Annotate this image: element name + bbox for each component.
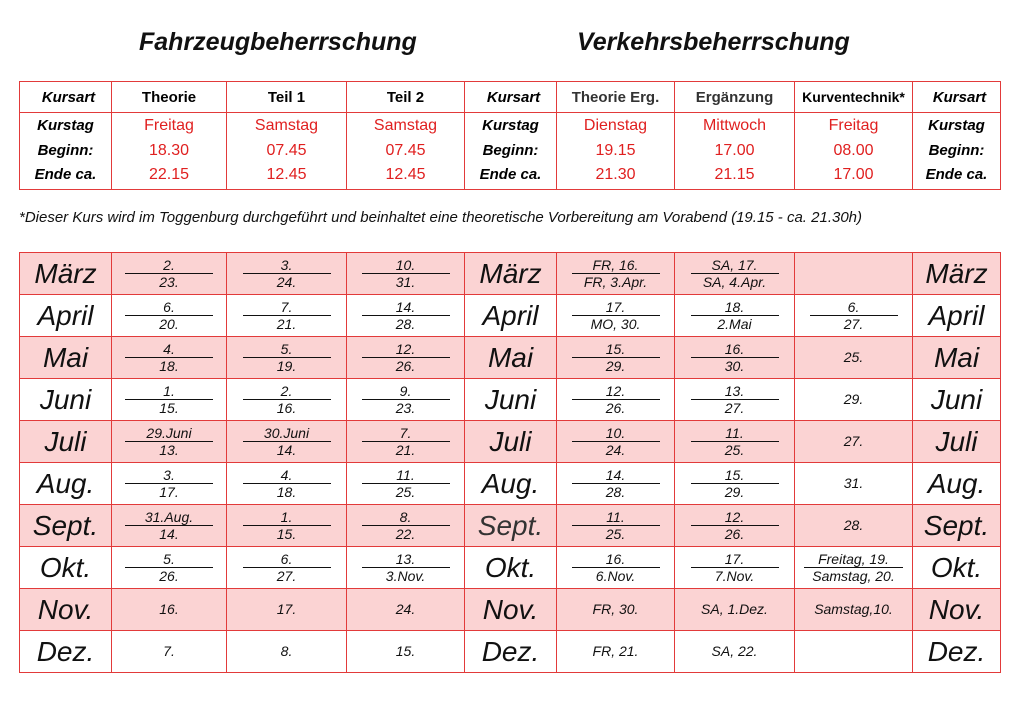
cell-teil-1 — [227, 631, 347, 673]
end: 21.15 — [714, 166, 755, 184]
cell-ergaenzung — [675, 295, 795, 337]
cell-teil-2 — [347, 463, 465, 505]
month-label: März — [20, 253, 112, 295]
headings — [0, 28, 1019, 62]
date: 24. — [395, 600, 416, 617]
second-date: 26. — [724, 526, 745, 542]
first-date: 6. — [243, 551, 331, 568]
month-label: Okt. — [913, 547, 1001, 589]
second-date: 26. — [605, 400, 626, 416]
cell-theorie — [112, 337, 227, 379]
cell-ergaenzung — [675, 379, 795, 421]
cell-theorie-erg — [557, 631, 675, 673]
schedule-table — [19, 252, 1001, 673]
month-label: Juli — [913, 421, 1001, 463]
heading-verkehrsbeherrschung: Verkehrsbeherrschung — [577, 28, 850, 56]
second-date: 28. — [605, 484, 626, 500]
first-date: Freitag, 19. — [804, 551, 903, 568]
heading-fahrzeugbeherrschung: Fahrzeugbeherrschung — [139, 28, 417, 56]
cell-ergaenzung — [675, 547, 795, 589]
second-date: 14. — [276, 442, 297, 458]
first-date: 9. — [362, 383, 450, 400]
first-date: 12. — [691, 509, 779, 526]
month-row — [20, 589, 1001, 631]
cell-kurventechnik — [795, 337, 913, 379]
month-label: Nov. — [913, 589, 1001, 631]
second-date: 23. — [395, 400, 416, 416]
second-date: 27. — [843, 316, 864, 332]
first-date: 11. — [362, 467, 450, 484]
cell-teil-1 — [227, 589, 347, 631]
date: Samstag,10. — [814, 600, 893, 617]
first-date: 5. — [243, 341, 331, 358]
second-date: 30. — [724, 358, 745, 374]
cell-teil-1 — [227, 379, 347, 421]
cell-teil-1 — [227, 253, 347, 295]
info-theorie — [112, 113, 227, 190]
col-header-kursart-3: Kursart — [913, 82, 1001, 113]
cell-theorie-erg — [557, 421, 675, 463]
second-date: 27. — [724, 400, 745, 416]
month-label: Mai — [913, 337, 1001, 379]
cell-theorie — [112, 631, 227, 673]
second-date: SA, 4.Apr. — [702, 274, 767, 290]
month-label: Aug. — [465, 463, 557, 505]
second-date: 14. — [159, 526, 179, 542]
first-date: FR, 16. — [572, 257, 660, 274]
cell-theorie — [112, 589, 227, 631]
first-date: 6. — [810, 299, 898, 316]
cell-theorie — [112, 421, 227, 463]
first-date: 2. — [243, 383, 331, 400]
cell-teil-1 — [227, 421, 347, 463]
cell-theorie-erg — [557, 463, 675, 505]
second-date: 26. — [395, 358, 416, 374]
second-date: 16. — [276, 400, 297, 416]
second-date: 29. — [605, 358, 626, 374]
month-row — [20, 337, 1001, 379]
info-ergaenzung — [675, 113, 795, 190]
month-label: Juli — [20, 421, 112, 463]
first-date: 15. — [572, 341, 660, 358]
second-date: 20. — [159, 316, 179, 332]
second-date: 23. — [159, 274, 179, 290]
date: FR, 30. — [592, 600, 639, 617]
second-date: 21. — [395, 442, 416, 458]
month-label: April — [465, 295, 557, 337]
first-date: 14. — [572, 467, 660, 484]
month-label: Nov. — [465, 589, 557, 631]
month-label: Dez. — [465, 631, 557, 673]
row-labels-2 — [465, 113, 557, 190]
month-label: Sept. — [20, 505, 112, 547]
cell-theorie-erg — [557, 337, 675, 379]
info-teil-2 — [347, 113, 465, 190]
cell-theorie-erg — [557, 295, 675, 337]
month-label: Dez. — [913, 631, 1001, 673]
month-label: März — [913, 253, 1001, 295]
month-row — [20, 547, 1001, 589]
first-date: 4. — [243, 467, 331, 484]
cell-ergaenzung — [675, 589, 795, 631]
info-theorie-erg — [557, 113, 675, 190]
row-labels-1 — [20, 113, 112, 190]
second-date: 26. — [159, 568, 179, 584]
label-ende: Ende ca. — [34, 166, 97, 184]
cell-teil-2 — [347, 505, 465, 547]
date: 31. — [843, 474, 864, 491]
month-label: Sept. — [913, 505, 1001, 547]
cell-teil-2 — [347, 631, 465, 673]
month-row — [20, 379, 1001, 421]
first-date: 11. — [691, 425, 779, 442]
cell-teil-2 — [347, 589, 465, 631]
month-row — [20, 421, 1001, 463]
month-label: Aug. — [20, 463, 112, 505]
cell-teil-1 — [227, 547, 347, 589]
info-row — [20, 113, 1001, 190]
cell-teil-2 — [347, 421, 465, 463]
date: 25. — [843, 348, 864, 365]
end: 12.45 — [385, 166, 426, 184]
month-label: Mai — [465, 337, 557, 379]
first-date: 4. — [125, 341, 213, 358]
date: SA, 1.Dez. — [701, 600, 768, 617]
end: 22.15 — [148, 166, 190, 184]
start: 07.45 — [266, 141, 307, 159]
second-date: 22. — [395, 526, 416, 542]
cell-teil-2 — [347, 547, 465, 589]
cell-kurventechnik — [795, 379, 913, 421]
col-header-teil-1: Teil 1 — [227, 82, 347, 113]
second-date: 2.Mai — [717, 316, 752, 332]
cell-ergaenzung — [675, 631, 795, 673]
header-row — [20, 82, 1001, 113]
month-row — [20, 505, 1001, 547]
course-info-table — [19, 81, 1001, 190]
first-date: 13. — [362, 551, 450, 568]
cell-teil-2 — [347, 379, 465, 421]
second-date: MO, 30. — [590, 316, 641, 332]
month-label: Aug. — [913, 463, 1001, 505]
second-date: 18. — [276, 484, 297, 500]
first-date: 1. — [125, 383, 213, 400]
first-date: 2. — [125, 257, 213, 274]
cell-teil-1 — [227, 295, 347, 337]
first-date: 31.Aug. — [125, 509, 213, 526]
info-teil-1 — [227, 113, 347, 190]
day: Dienstag — [583, 117, 648, 135]
cell-ergaenzung — [675, 421, 795, 463]
first-date: 10. — [362, 257, 450, 274]
first-date: 14. — [362, 299, 450, 316]
cell-kurventechnik — [795, 253, 913, 295]
month-label: März — [465, 253, 557, 295]
row-labels-3 — [913, 113, 1001, 190]
date: 15. — [395, 642, 416, 659]
cell-teil-2 — [347, 337, 465, 379]
cell-kurventechnik — [795, 631, 913, 673]
month-row — [20, 463, 1001, 505]
label-beginn: Beginn: — [928, 141, 985, 159]
date: SA, 22. — [711, 642, 758, 659]
first-date: 15. — [691, 467, 779, 484]
date: FR, 21. — [592, 642, 639, 659]
month-label: Okt. — [20, 547, 112, 589]
col-header-kursart-2: Kursart — [465, 82, 557, 113]
first-date: 8. — [362, 509, 450, 526]
day: Samstag — [373, 117, 438, 135]
second-date: 28. — [395, 316, 416, 332]
first-date: 10. — [572, 425, 660, 442]
cell-theorie — [112, 463, 227, 505]
day: Samstag — [254, 117, 319, 135]
date: 8. — [280, 642, 293, 659]
cell-theorie — [112, 253, 227, 295]
date: 28. — [843, 516, 864, 533]
month-row — [20, 631, 1001, 673]
month-label: Juni — [465, 379, 557, 421]
first-date: 12. — [572, 383, 660, 400]
month-label: Dez. — [20, 631, 112, 673]
col-header-kurventechnik: Kurventechnik* — [795, 82, 913, 113]
second-date: 18. — [159, 358, 179, 374]
cell-theorie — [112, 505, 227, 547]
first-date: 17. — [691, 551, 779, 568]
start: 18.30 — [148, 141, 190, 159]
month-label: April — [20, 295, 112, 337]
second-date: 25. — [724, 442, 745, 458]
first-date: SA, 17. — [691, 257, 779, 274]
month-label: Mai — [20, 337, 112, 379]
col-header-ergaenzung: Ergänzung — [675, 82, 795, 113]
start: 17.00 — [714, 141, 755, 159]
month-label: Juli — [465, 421, 557, 463]
second-date: FR, 3.Apr. — [583, 274, 648, 290]
date: 7. — [163, 642, 175, 659]
first-date: 7. — [243, 299, 331, 316]
footnote: *Dieser Kurs wird im Toggenburg durchgeführt und beinhaltet eine theoretische Vorbereitung am Vorabend (19.15 - ca. 21.30h) — [19, 209, 863, 226]
second-date: 31. — [395, 274, 416, 290]
month-row — [20, 253, 1001, 295]
cell-kurventechnik — [795, 589, 913, 631]
second-date: 17. — [159, 484, 179, 500]
cell-teil-1 — [227, 505, 347, 547]
cell-ergaenzung — [675, 337, 795, 379]
cell-kurventechnik — [795, 547, 913, 589]
cell-kurventechnik — [795, 295, 913, 337]
month-label: Nov. — [20, 589, 112, 631]
first-date: 1. — [243, 509, 331, 526]
month-label: Okt. — [465, 547, 557, 589]
cell-theorie-erg — [557, 547, 675, 589]
col-header-theorie: Theorie — [112, 82, 227, 113]
cell-theorie-erg — [557, 505, 675, 547]
date: 27. — [843, 432, 864, 449]
cell-ergaenzung — [675, 463, 795, 505]
first-date: 13. — [691, 383, 779, 400]
end: 12.45 — [266, 166, 307, 184]
month-label: Juni — [913, 379, 1001, 421]
col-header-teil-2: Teil 2 — [347, 82, 465, 113]
month-label: April — [913, 295, 1001, 337]
col-header-kursart-1: Kursart — [20, 82, 112, 113]
cell-kurventechnik — [795, 421, 913, 463]
first-date: 7. — [362, 425, 450, 442]
first-date: 30.Juni — [243, 425, 331, 442]
cell-teil-1 — [227, 463, 347, 505]
first-date: 12. — [362, 341, 450, 358]
first-date: 3. — [243, 257, 331, 274]
label-kurstag: Kurstag — [37, 117, 94, 135]
second-date: 7.Nov. — [714, 568, 755, 584]
label-ende: Ende ca. — [925, 166, 988, 184]
cell-teil-2 — [347, 253, 465, 295]
first-date: 5. — [125, 551, 213, 568]
first-date: 17. — [572, 299, 660, 316]
second-date: 19. — [276, 358, 297, 374]
month-label: Sept. — [465, 505, 557, 547]
second-date: 13. — [159, 442, 179, 458]
first-date: 11. — [572, 509, 660, 526]
second-date: 21. — [276, 316, 297, 332]
cell-ergaenzung — [675, 253, 795, 295]
first-date: 29.Juni — [125, 425, 213, 442]
cell-teil-2 — [347, 295, 465, 337]
info-kurventechnik — [795, 113, 913, 190]
label-kurstag: Kurstag — [928, 117, 985, 135]
day: Freitag — [828, 117, 879, 135]
cell-theorie — [112, 547, 227, 589]
month-row — [20, 295, 1001, 337]
start: 07.45 — [385, 141, 426, 159]
first-date: 3. — [125, 467, 213, 484]
cell-ergaenzung — [675, 505, 795, 547]
first-date: 16. — [691, 341, 779, 358]
cell-theorie-erg — [557, 589, 675, 631]
label-beginn: Beginn: — [482, 141, 539, 159]
end: 21.30 — [595, 166, 636, 184]
cell-kurventechnik — [795, 463, 913, 505]
cell-teil-1 — [227, 337, 347, 379]
col-header-theorie-erg: Theorie Erg. — [557, 82, 675, 113]
second-date: 27. — [276, 568, 297, 584]
month-label: Juni — [20, 379, 112, 421]
first-date: 6. — [125, 299, 213, 316]
second-date: 15. — [276, 526, 297, 542]
second-date: 25. — [605, 526, 626, 542]
second-date: 15. — [159, 400, 179, 416]
second-date: Samstag, 20. — [812, 568, 895, 584]
second-date: 29. — [724, 484, 745, 500]
first-date: 18. — [691, 299, 779, 316]
second-date: 24. — [605, 442, 626, 458]
label-ende: Ende ca. — [479, 166, 542, 184]
cell-theorie-erg — [557, 253, 675, 295]
date: 29. — [843, 390, 864, 407]
cell-theorie — [112, 295, 227, 337]
date: 16. — [159, 600, 179, 617]
cell-kurventechnik — [795, 505, 913, 547]
label-kurstag: Kurstag — [482, 117, 539, 135]
label-beginn: Beginn: — [37, 141, 94, 159]
second-date: 6.Nov. — [595, 568, 636, 584]
second-date: 25. — [395, 484, 416, 500]
second-date: 24. — [276, 274, 297, 290]
start: 08.00 — [833, 141, 874, 159]
date: 17. — [276, 600, 297, 617]
first-date: 16. — [572, 551, 660, 568]
end: 17.00 — [833, 166, 874, 184]
second-date: 3.Nov. — [385, 568, 426, 584]
day: Mittwoch — [702, 117, 767, 135]
cell-theorie-erg — [557, 379, 675, 421]
cell-theorie — [112, 379, 227, 421]
day: Freitag — [144, 117, 194, 135]
start: 19.15 — [595, 141, 636, 159]
